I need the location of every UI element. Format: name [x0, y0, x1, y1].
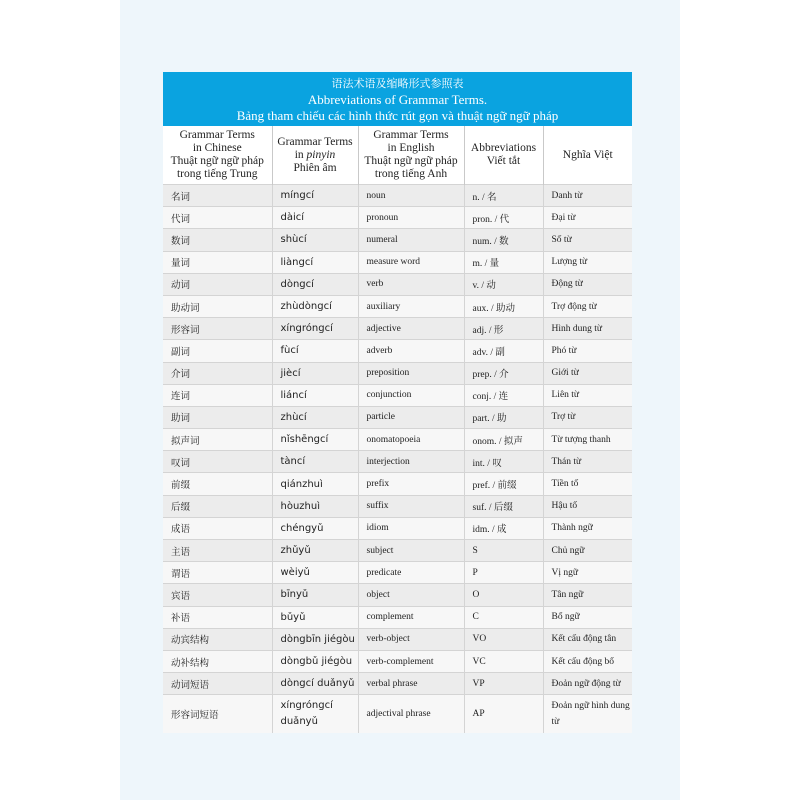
- cell-abbreviation: O: [464, 584, 543, 606]
- cell-abbreviation: P: [464, 562, 543, 584]
- cell-abbreviation: n. / 名: [464, 185, 543, 207]
- table-row: [163, 473, 632, 495]
- cell-vietnamese-meaning: Hình dung từ: [543, 318, 632, 340]
- cell-english-term: noun: [358, 185, 464, 207]
- cell-chinese-term: 拟声词: [163, 429, 272, 451]
- table-row: [163, 251, 632, 273]
- table-row: [163, 606, 632, 628]
- cell-vietnamese-meaning: Tân ngữ: [543, 584, 632, 606]
- cell-vietnamese-meaning: Đoản ngữ động từ: [543, 673, 632, 695]
- cell-english-term: conjunction: [358, 384, 464, 406]
- cell-vietnamese-meaning: Số từ: [543, 229, 632, 251]
- cell-pinyin: zhǔyǔ: [272, 540, 358, 562]
- cell-pinyin: wèiyǔ: [272, 562, 358, 584]
- cell-pinyin: fùcí: [272, 340, 358, 362]
- table-row: [163, 517, 632, 539]
- cell-pinyin: hòuzhuì: [272, 495, 358, 517]
- title-chinese: 语法术语及缩略形式参照表: [331, 77, 464, 90]
- table-row: [163, 362, 632, 384]
- cell-chinese-term: 量词: [163, 251, 272, 273]
- cell-english-term: verb: [358, 273, 464, 295]
- cell-chinese-term: 谓语: [163, 562, 272, 584]
- title-vietnamese: Bảng tham chiếu các hình thức rút gọn và thuật ngữ ngữ pháp: [236, 108, 559, 123]
- cell-vietnamese-meaning: Đoản ngữ hình dung từ: [543, 695, 632, 734]
- cell-chinese-term: 前缀: [163, 473, 272, 495]
- cell-abbreviation: part. / 助: [464, 406, 543, 428]
- table-row: [163, 495, 632, 517]
- cell-chinese-term: 后缀: [163, 495, 272, 517]
- cell-chinese-term: 形容词短语: [163, 695, 272, 734]
- cell-vietnamese-meaning: Danh từ: [543, 185, 632, 207]
- cell-chinese-term: 形容词: [163, 318, 272, 340]
- table-row: [163, 384, 632, 406]
- cell-pinyin: xíngróngcí: [272, 318, 358, 340]
- table-row: [163, 340, 632, 362]
- cell-abbreviation: adv. / 副: [464, 340, 543, 362]
- cell-vietnamese-meaning: Giới từ: [543, 362, 632, 384]
- cell-vietnamese-meaning: Chủ ngữ: [543, 540, 632, 562]
- cell-pinyin: jiècí: [272, 362, 358, 384]
- cell-vietnamese-meaning: Thành ngữ: [543, 517, 632, 539]
- cell-pinyin: bǔyǔ: [272, 606, 358, 628]
- cell-english-term: auxiliary: [358, 295, 464, 317]
- cell-vietnamese-meaning: Trợ động từ: [543, 295, 632, 317]
- cell-english-term: adverb: [358, 340, 464, 362]
- cell-chinese-term: 动宾结构: [163, 628, 272, 650]
- cell-vietnamese-meaning: Từ tượng thanh: [543, 429, 632, 451]
- cell-chinese-term: 动补结构: [163, 650, 272, 672]
- cell-pinyin: zhùcí: [272, 406, 358, 428]
- cell-pinyin: nǐshēngcí: [272, 429, 358, 451]
- cell-english-term: interjection: [358, 451, 464, 473]
- grammar-terms-sheet: [163, 72, 632, 733]
- table-row: [163, 429, 632, 451]
- table-row: [163, 295, 632, 317]
- cell-english-term: verbal phrase: [358, 673, 464, 695]
- cell-english-term: idiom: [358, 517, 464, 539]
- cell-vietnamese-meaning: Động từ: [543, 273, 632, 295]
- cell-abbreviation: m. / 量: [464, 251, 543, 273]
- cell-vietnamese-meaning: Kết cấu động tân: [543, 628, 632, 650]
- cell-english-term: particle: [358, 406, 464, 428]
- cell-abbreviation: AP: [464, 695, 543, 734]
- cell-vietnamese-meaning: Phó từ: [543, 340, 632, 362]
- cell-english-term: measure word: [358, 251, 464, 273]
- table-row: [163, 207, 632, 229]
- title-english: Abbreviations of Grammar Terms.: [307, 92, 488, 107]
- cell-abbreviation: pron. / 代: [464, 207, 543, 229]
- cell-chinese-term: 主语: [163, 540, 272, 562]
- cell-pinyin: dòngcí duǎnyǔ: [272, 673, 358, 695]
- cell-pinyin: dòngbǔ jiégòu: [272, 650, 358, 672]
- cell-pinyin: zhùdòngcí: [272, 295, 358, 317]
- cell-abbreviation: conj. / 连: [464, 384, 543, 406]
- cell-english-term: subject: [358, 540, 464, 562]
- cell-pinyin: míngcí: [272, 185, 358, 207]
- header-abbreviations: Abbreviations Viết tắt: [464, 126, 543, 185]
- cell-pinyin: liáncí: [272, 384, 358, 406]
- table-row: [163, 650, 632, 672]
- table-row: [163, 185, 632, 207]
- cell-chinese-term: 助词: [163, 406, 272, 428]
- cell-english-term: object: [358, 584, 464, 606]
- table-row: [163, 406, 632, 428]
- cell-abbreviation: VP: [464, 673, 543, 695]
- cell-abbreviation: S: [464, 540, 543, 562]
- cell-english-term: adjective: [358, 318, 464, 340]
- cell-pinyin: chéngyǔ: [272, 517, 358, 539]
- cell-abbreviation: int. / 叹: [464, 451, 543, 473]
- table-row: [163, 628, 632, 650]
- cell-chinese-term: 数词: [163, 229, 272, 251]
- cell-abbreviation: prep. / 介: [464, 362, 543, 384]
- cell-abbreviation: VC: [464, 650, 543, 672]
- cell-english-term: adjectival phrase: [358, 695, 464, 734]
- header-pinyin-terms: Grammar Terms in pinyin Phiên âm: [272, 126, 358, 185]
- table-row: [163, 540, 632, 562]
- cell-english-term: numeral: [358, 229, 464, 251]
- table-row: [163, 229, 632, 251]
- cell-chinese-term: 宾语: [163, 584, 272, 606]
- cell-english-term: prefix: [358, 473, 464, 495]
- grammar-terms-table: [163, 126, 632, 733]
- cell-abbreviation: suf. / 后缀: [464, 495, 543, 517]
- cell-english-term: predicate: [358, 562, 464, 584]
- cell-abbreviation: onom. / 拟声: [464, 429, 543, 451]
- cell-english-term: suffix: [358, 495, 464, 517]
- cell-chinese-term: 助动词: [163, 295, 272, 317]
- cell-chinese-term: 叹词: [163, 451, 272, 473]
- cell-english-term: onomatopoeia: [358, 429, 464, 451]
- cell-english-term: complement: [358, 606, 464, 628]
- cell-vietnamese-meaning: Hậu tố: [543, 495, 632, 517]
- cell-pinyin: liàngcí: [272, 251, 358, 273]
- cell-abbreviation: v. / 动: [464, 273, 543, 295]
- cell-pinyin: tàncí: [272, 451, 358, 473]
- cell-english-term: preposition: [358, 362, 464, 384]
- table-row: [163, 273, 632, 295]
- cell-chinese-term: 补语: [163, 606, 272, 628]
- cell-pinyin: shùcí: [272, 229, 358, 251]
- cell-chinese-term: 动词: [163, 273, 272, 295]
- cell-chinese-term: 代词: [163, 207, 272, 229]
- table-row: [163, 451, 632, 473]
- cell-chinese-term: 连词: [163, 384, 272, 406]
- cell-vietnamese-meaning: Trợ từ: [543, 406, 632, 428]
- cell-vietnamese-meaning: Tiền tố: [543, 473, 632, 495]
- cell-pinyin: dàicí: [272, 207, 358, 229]
- cell-chinese-term: 介词: [163, 362, 272, 384]
- header-row: [163, 126, 632, 185]
- table-row: [163, 584, 632, 606]
- cell-pinyin: dòngcí: [272, 273, 358, 295]
- cell-pinyin: bīnyǔ: [272, 584, 358, 606]
- table-row: [163, 562, 632, 584]
- cell-pinyin: dòngbīn jiégòu: [272, 628, 358, 650]
- title-banner: [163, 72, 632, 126]
- cell-vietnamese-meaning: Kết cấu động bổ: [543, 650, 632, 672]
- cell-pinyin: qiánzhuì: [272, 473, 358, 495]
- cell-vietnamese-meaning: Lượng từ: [543, 251, 632, 273]
- cell-chinese-term: 名词: [163, 185, 272, 207]
- table-row: [163, 695, 632, 734]
- cell-vietnamese-meaning: Thán từ: [543, 451, 632, 473]
- cell-abbreviation: VO: [464, 628, 543, 650]
- cell-abbreviation: adj. / 形: [464, 318, 543, 340]
- cell-abbreviation: aux. / 助动: [464, 295, 543, 317]
- cell-chinese-term: 动词短语: [163, 673, 272, 695]
- table-row: [163, 318, 632, 340]
- cell-pinyin: xíngróngcí duǎnyǔ: [272, 695, 358, 734]
- cell-english-term: pronoun: [358, 207, 464, 229]
- header-vietnamese-meaning: Nghĩa Việt: [543, 126, 632, 185]
- cell-vietnamese-meaning: Đại từ: [543, 207, 632, 229]
- cell-chinese-term: 副词: [163, 340, 272, 362]
- cell-abbreviation: pref. / 前缀: [464, 473, 543, 495]
- cell-abbreviation: num. / 数: [464, 229, 543, 251]
- cell-english-term: verb-object: [358, 628, 464, 650]
- header-english-terms: Grammar Terms in English Thuật ngữ ngữ pháp trong tiếng Anh: [358, 126, 464, 185]
- cell-vietnamese-meaning: Liên từ: [543, 384, 632, 406]
- cell-vietnamese-meaning: Vị ngữ: [543, 562, 632, 584]
- cell-chinese-term: 成语: [163, 517, 272, 539]
- cell-abbreviation: C: [464, 606, 543, 628]
- cell-vietnamese-meaning: Bổ ngữ: [543, 606, 632, 628]
- header-chinese-terms: Grammar Terms in Chinese Thuật ngữ ngữ pháp trong tiếng Trung: [163, 126, 272, 185]
- cell-abbreviation: idm. / 成: [464, 517, 543, 539]
- table-row: [163, 673, 632, 695]
- cell-english-term: verb-complement: [358, 650, 464, 672]
